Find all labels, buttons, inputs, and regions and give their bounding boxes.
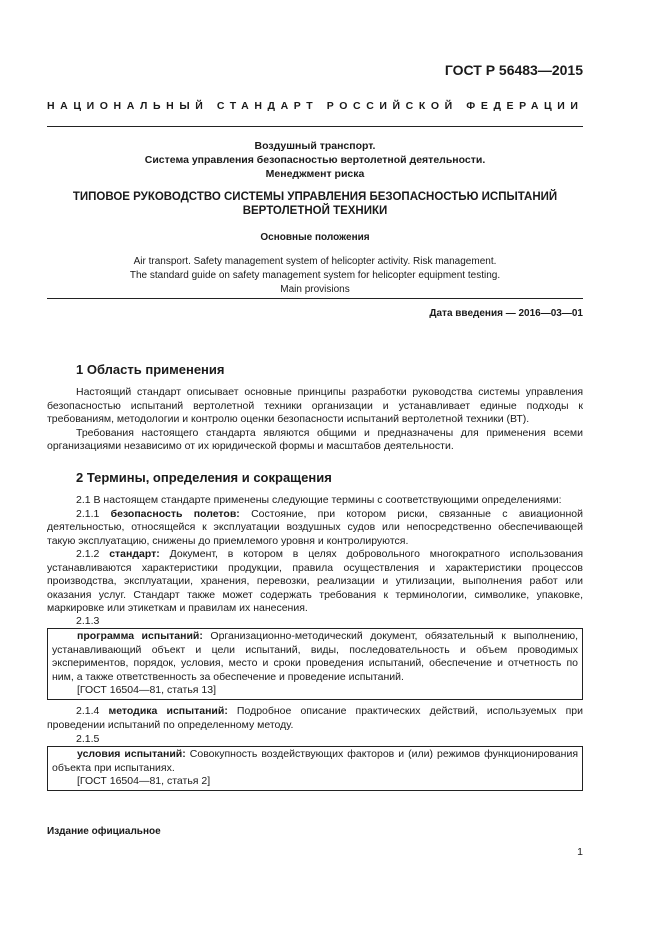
term-2-1-1-name: безопасность полетов: (110, 507, 240, 520)
term-2-1-4-block (47, 705, 583, 732)
english-line-3: Main provisions (280, 284, 350, 295)
term-2-1-5-name: условия испытаний: (77, 748, 186, 760)
clause-2-1: 2.1 В настоящем стандарте применены следующие термины с соответствующими определениями: (76, 494, 562, 506)
section-1-paragraph-2: Требования настоящего стандарта являются общими и предназначены для применения всеми организациями независимо от их юридической формы и масштабов деятельности. (47, 426, 583, 452)
subtitle (47, 231, 583, 245)
term-2-1-2-number: 2.1.2 (76, 548, 110, 560)
term-2-1-2-definition: Документ, в котором в целях добровольного многократного использования устанавливаются характеристики продукции, правила осуществления и характеристики процессов производства, эксплуатации, хранения, перевозки, реализации и утилизации, выполнения работ или оказания услуг. Стандарт также может содержать требования к терминологии, символике, упаковке, маркировке или этикеткам и правилам их нанесения. (47, 548, 584, 614)
term-2-1-3 (52, 630, 578, 684)
main-title (47, 190, 583, 218)
bottom-title-rule (47, 298, 583, 299)
term-2-1-4-name: методика испытаний: (108, 705, 228, 717)
subtitle-text: Основные положения (260, 232, 370, 243)
term-2-1-1 (47, 508, 583, 549)
official-publication-note: Издание официальное (47, 826, 161, 837)
english-line-2: The standard guide on safety management system for helicopter equipment testing. (129, 270, 501, 281)
section-2-body (47, 494, 583, 616)
title-line-3: Менеджмент риска (265, 168, 365, 180)
term-2-1-3-box (47, 628, 583, 700)
term-2-1-5-box (47, 746, 583, 791)
national-standard-banner: НАЦИОНАЛЬНЫЙ СТАНДАРТ РОССИЙСКОЙ ФЕДЕРАЦИИ (47, 100, 584, 112)
term-2-1-3-name: программа испытаний: (77, 630, 203, 642)
introduction-date: Дата введения — 2016—03—01 (429, 308, 583, 319)
english-title (47, 255, 583, 297)
term-2-1-5-reference: [ГОСТ 16504—81, статья 2] (77, 775, 211, 787)
term-2-1-3-definition: Организационно-методический документ, обязательный к выполнению, устанавливающий объект и цели испытаний, виды, последовательность и объем проводимых экспериментов, порядок, условия, место и сроки проведения испытаний, обеспечение и отчетность по ним, а также ответственность за обеспечение и проведение испытаний. (52, 630, 578, 683)
title-block (47, 139, 583, 181)
section-1-paragraph-1: Настоящий стандарт описывает основные принципы разработки руководства системы управления безопасностью испытаний вертолетной техники организации и устанавливает единые подходы к требованиям, методологии и контролю оценки безопасности испытаний вертолетной техники (ВТ). (47, 386, 583, 425)
term-2-1-3-reference: [ГОСТ 16504—81, статья 13] (77, 684, 216, 696)
section-1-body (47, 386, 583, 454)
term-2-1-5-definition: Совокупность воздействующих факторов и (или) режимов функционирования объекта при испытаниях. (52, 748, 578, 774)
term-2-1-4-definition: Подробное описание практических действий, используемых при проведении испытаний по определенному методу. (47, 705, 583, 731)
section-2-heading: 2 Термины, определения и сокращения (76, 470, 332, 485)
term-2-1-2-name: стандарт: (109, 548, 160, 560)
term-2-1-3-number: 2.1.3 (76, 615, 100, 627)
main-title-line-2: ВЕРТОЛЕТНОЙ ТЕХНИКИ (242, 205, 388, 217)
term-2-1-5 (52, 748, 578, 775)
section-1-heading: 1 Область применения (76, 362, 225, 377)
term-2-1-5-number: 2.1.5 (76, 733, 100, 745)
term-2-1-1-number: 2.1.1 (76, 507, 111, 520)
english-line-1: Air transport. Safety management system of helicopter activity. Risk management. (133, 256, 497, 267)
gost-number: ГОСТ Р 56483—2015 (444, 62, 583, 78)
title-line-1: Воздушный транспорт. (254, 140, 376, 152)
term-2-1-2 (47, 548, 583, 616)
term-2-1-4 (47, 705, 583, 732)
title-line-2: Система управления безопасностью вертолетной деятельности. (144, 154, 486, 166)
term-2-1-4-number: 2.1.4 (76, 705, 109, 717)
top-rule (47, 126, 583, 127)
main-title-line-1: ТИПОВОЕ РУКОВОДСТВО СИСТЕМЫ УПРАВЛЕНИЯ БЕЗОПАСНОСТЬЮ ИСПЫТАНИЙ (72, 191, 558, 203)
page-number: 1 (577, 846, 583, 858)
term-2-1-1-definition: Состояние, при котором риски, связанные с авиационной деятельностью, относящейся к эксплуатации воздушных судов или непосредственно обеспечивающей такую эксплуатацию, снижены до приемлемого уровня и контролируются. (47, 507, 583, 547)
